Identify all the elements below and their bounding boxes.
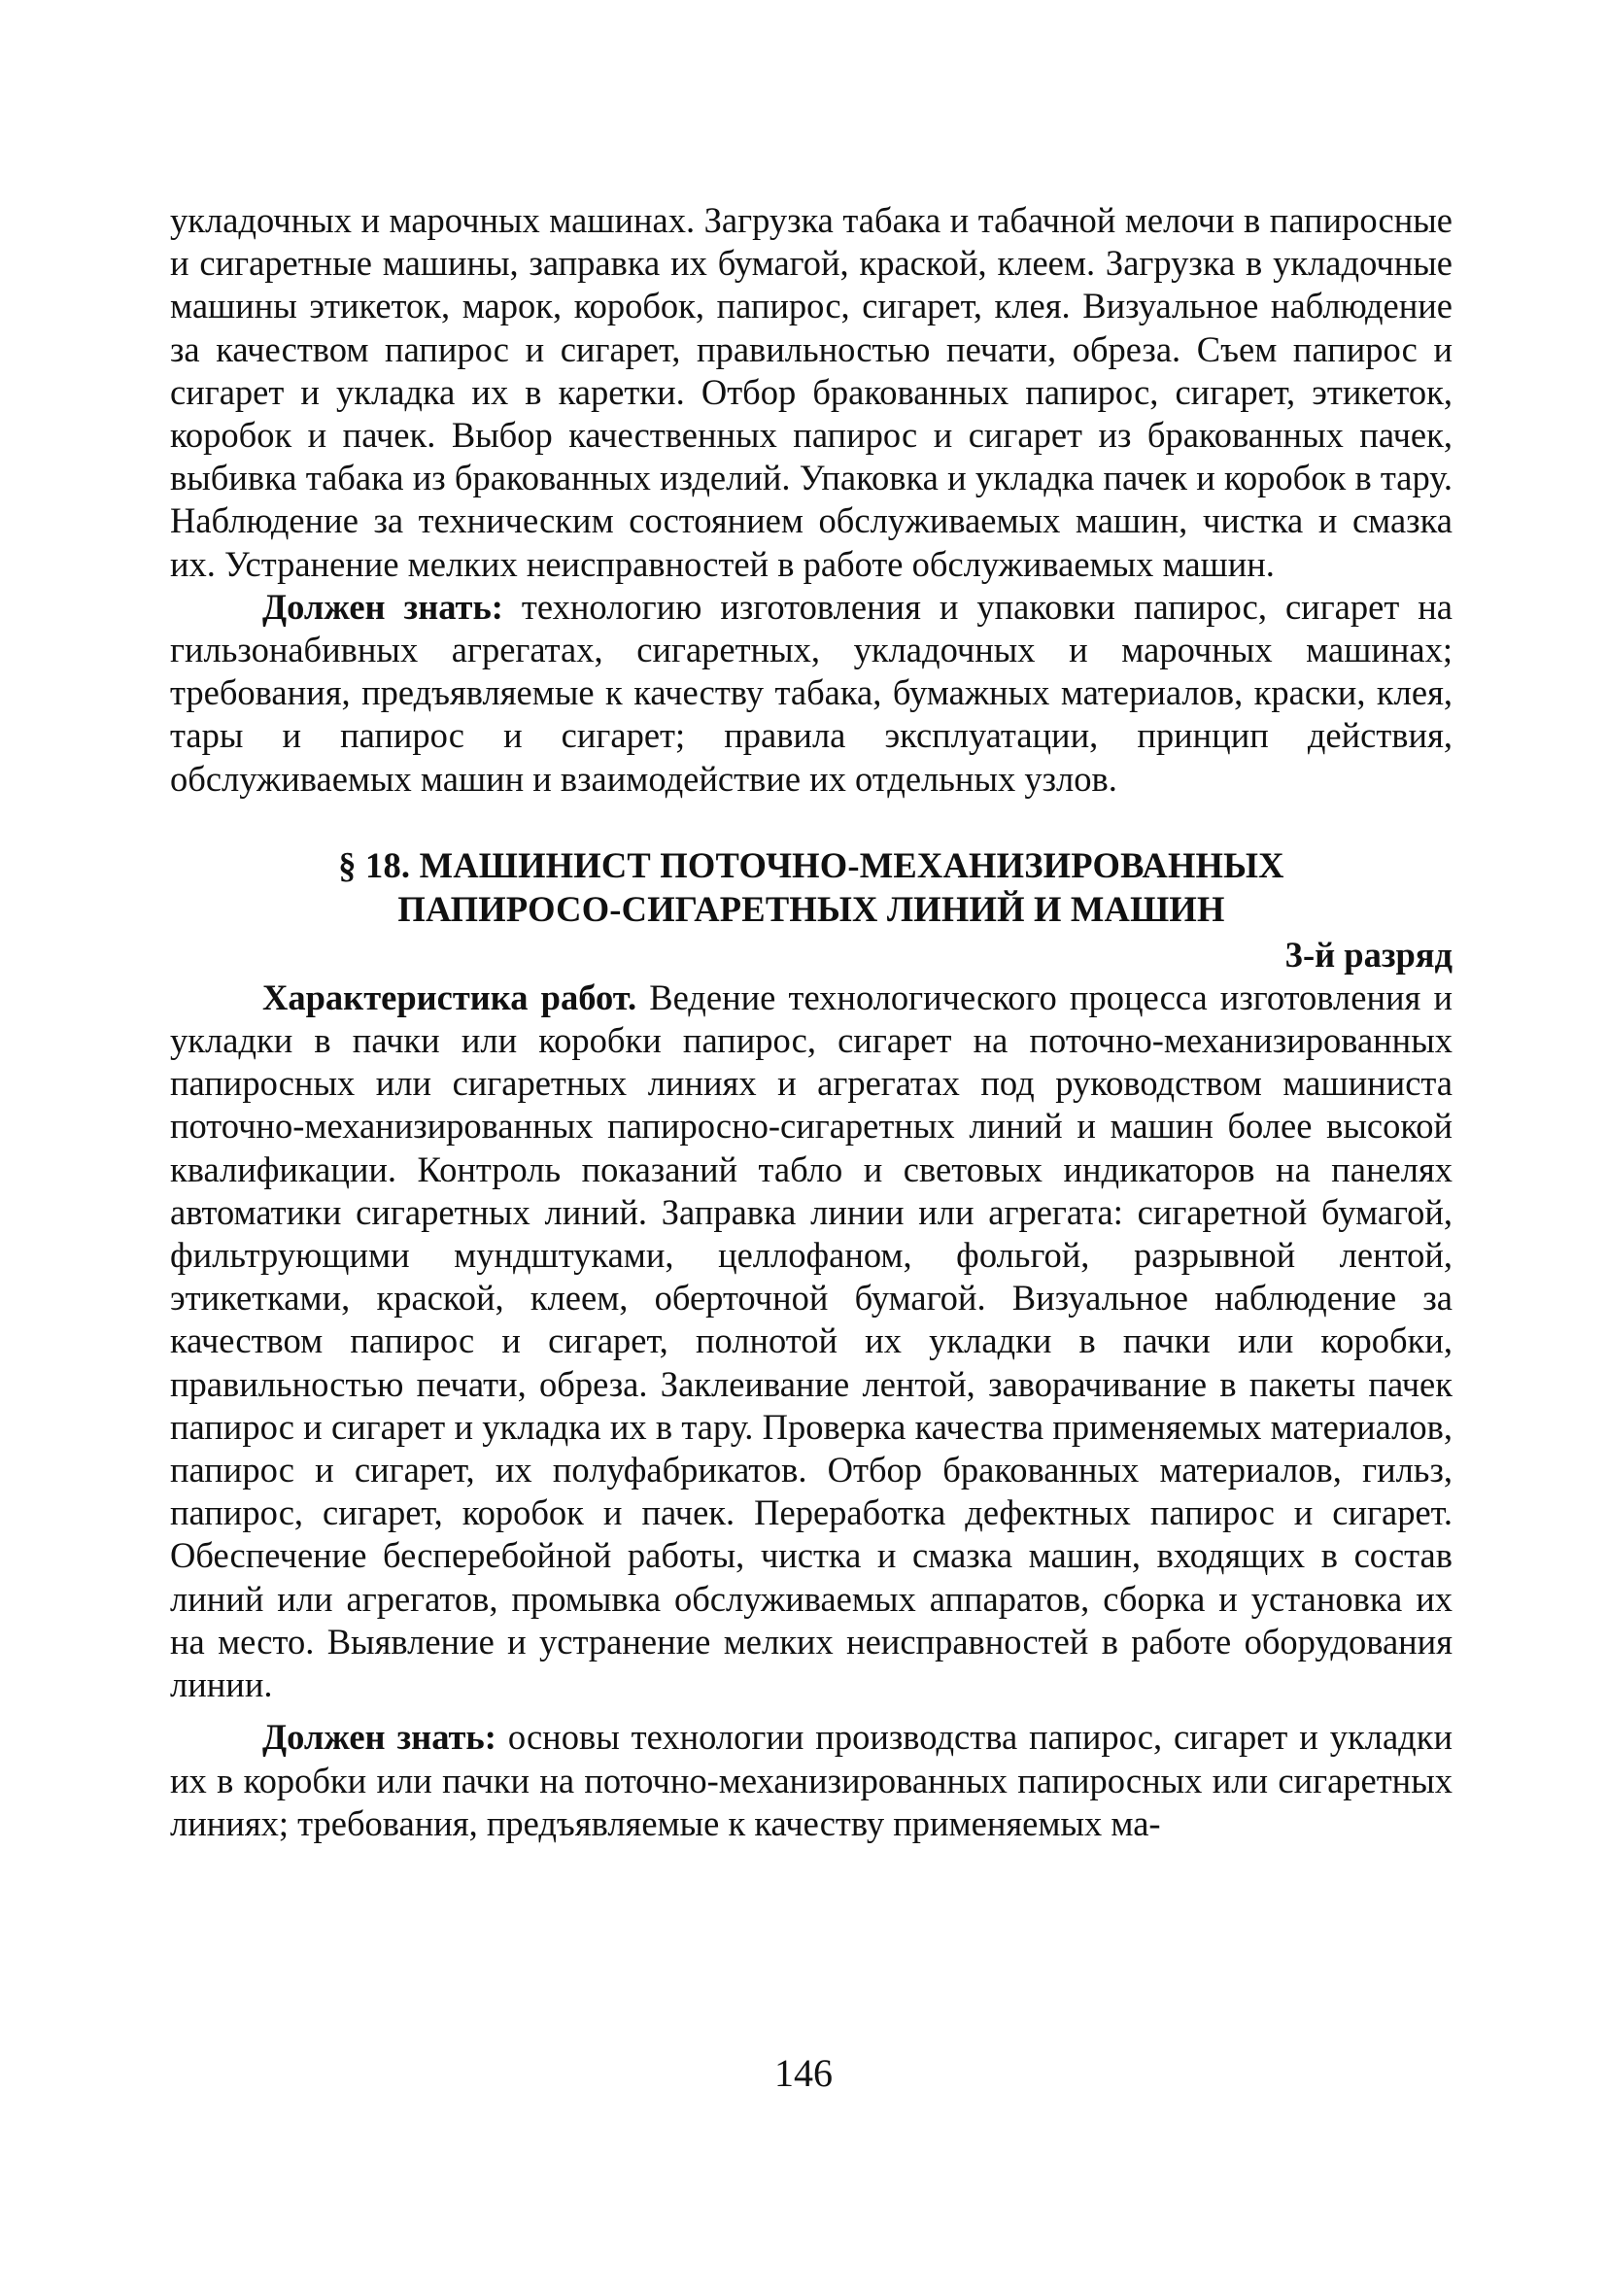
page-number: 146 — [774, 2051, 833, 2095]
characteristics-text: Ведение технологического процесса изготовления и укладки в пачки или коробки папирос, сигарет на поточно-механизированных папиросных или сигаретных линиях и агрегатах под руководством машиниста поточно-механизированных папиросно-сигаретных линий и машин более высокой квалификации. Контроль показаний табло и световых индикаторов на панелях автоматики сигаретных линий. Заправка линии или агрегата: сигаретной бумагой, фильтрующими мундштуками, целлофаном, фольгой, разрывной лентой, этикетками, краской, клеем, оберточной бумагой. Визуальное наблюдение за качеством папирос и сигарет, полнотой их укладки в пачки или коробки, правильностью печати, обреза. Заклеивание лентой, заворачивание в пакеты пачек папирос и сигарет и укладка их в тару. Проверка качества применяемых материалов, папирос и сигарет, их полуфабрикатов. Отбор бракованных материалов, гильз, папирос, сигарет, коробок и пачек. Переработка дефектных папирос и сигарет. Обеспечение бесперебойной работы, чистка и смазка машин, входящих в состав линий или агрегатов, промывка обслуживаемых аппаратов, сборка и установка их на место. Выявление и устранение мелких неисправностей в работе оборудования линии. — [170, 977, 1453, 1705]
grade-label: 3-й разряд — [1284, 934, 1453, 975]
prev-knowledge-text: технологию изготовления и упаковки папирос, сигарет на гильзонабивных агрегатах, сигаретных, укладочных и марочных машинах; требования, предъявляемые к качеству табака, бумажных материалов, краски, клея, тары и папирос и сигарет; правила эксплуатации, принцип действия, обслуживаемых машин и взаимодействие их отдельных узлов. — [170, 586, 1453, 799]
section-title-line-1: § 18. МАШИНИСТ ПОТОЧНО-МЕХАНИЗИРОВАННЫХ — [338, 844, 1284, 885]
prev-knowledge-paragraph — [170, 586, 1453, 801]
section-title-line-2: ПАПИРОСО-СИГАРЕТНЫХ ЛИНИЙ И МАШИН — [397, 888, 1225, 929]
continued-paragraph: укладочных и марочных машинах. Загрузка табака и табачной мелочи в папиросные и сигаретные машины, заправка их бумагой, краской, клеем. Загрузка в укладочные машины этикеток, марок, коробок, папирос, сигарет, клея. Визуальное наблюдение за качеством папирос и сигарет, правильностью печати, обреза. Съем папирос и сигарет и укладка их в каретки. Отбор бракованных папирос, сигарет, этикеток, коробок и пачек. Выбор качественных папирос и сигарет из бракованных пачек, выбивка табака из бракованных изделий. Упаковка и укладка пачек и коробок в тару. Наблюдение за техническим состоянием обслуживаемых машин, чистка и смазка их. Устранение мелких неисправностей в работе обслуживаемых машин. — [170, 200, 1453, 584]
prev-knowledge-label: Должен знать: — [262, 586, 503, 627]
characteristics-label: Характеристика работ. — [262, 977, 637, 1017]
section-title — [170, 843, 1453, 931]
knowledge-label: Должен знать: — [262, 1717, 496, 1758]
characteristics-paragraph — [170, 977, 1453, 1706]
knowledge-paragraph — [170, 1716, 1453, 1845]
knowledge-text: основы технологии производства папирос, сигарет и укладки их в коробки или пачки на поточно-механизированных папиросных или сигаретных линиях; требования, предъявляемые к качеству применяемых ма- — [170, 1717, 1453, 1843]
page-content — [170, 199, 1453, 1845]
